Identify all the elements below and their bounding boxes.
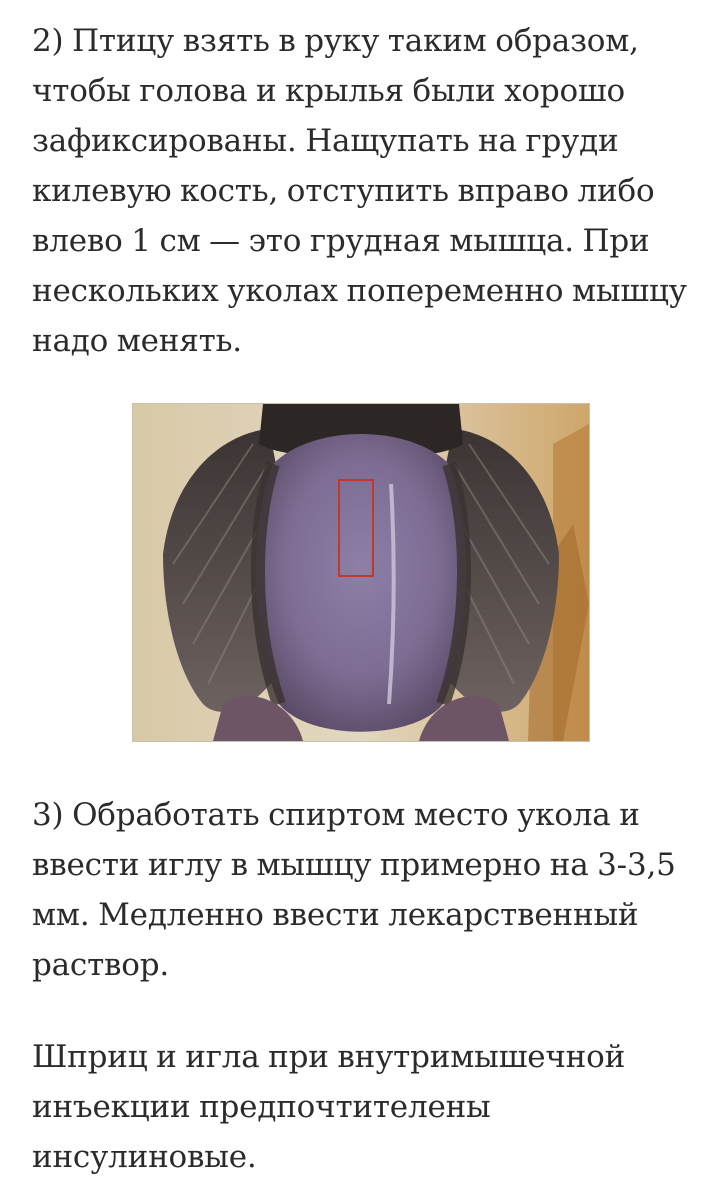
- text-line: 2) Птицу взять в руку таким образом,: [32, 23, 639, 59]
- text-line: влево 1 см — это грудная мышца. При: [32, 223, 650, 259]
- text-line: мм. Медленно ввести лекарственный: [32, 897, 639, 933]
- note-paragraph: [32, 1032, 682, 1182]
- text-line: килевую кость, отступить вправо либо: [32, 173, 655, 209]
- step-2-paragraph: [32, 16, 687, 366]
- text-line: ввести иглу в мышцу примерно на 3-3,5: [32, 847, 676, 883]
- bird-breast-photo: [132, 403, 590, 742]
- text-line: чтобы голова и крылья были хорошо: [32, 73, 626, 109]
- text-line: зафиксированы. Нащупать на груди: [32, 123, 619, 159]
- text-line: 3) Обработать спиртом место укола и: [32, 797, 640, 833]
- text-line: надо менять.: [32, 323, 242, 359]
- text-line: нескольких уколах попеременно мышцу: [32, 273, 687, 309]
- text-line: инъекции предпочтителены: [32, 1089, 491, 1125]
- step-3-paragraph: [32, 790, 682, 990]
- text-line: Шприц и игла при внутримышечной: [32, 1039, 626, 1075]
- text-line: раствор.: [32, 947, 170, 983]
- text-line: инсулиновые.: [32, 1139, 257, 1175]
